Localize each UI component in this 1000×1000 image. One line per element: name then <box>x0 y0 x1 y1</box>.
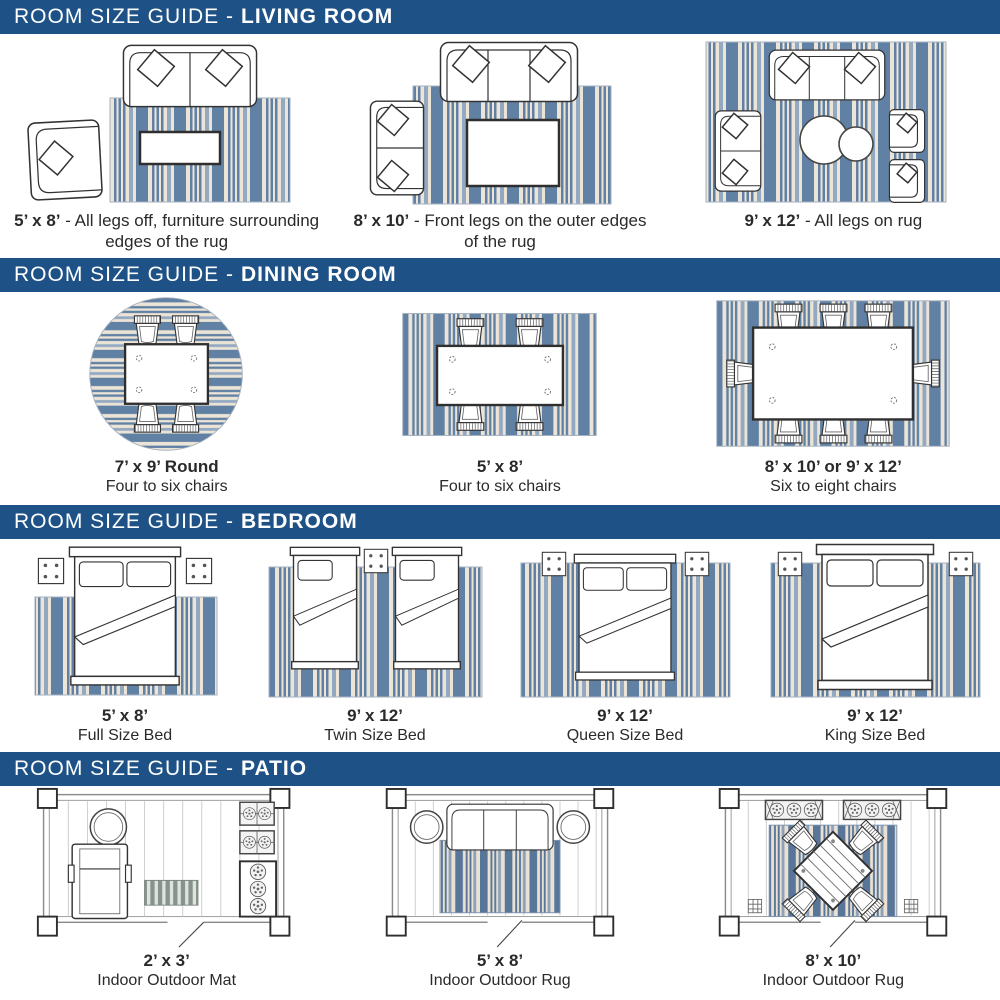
patio-figures <box>0 786 1000 1000</box>
figure-caption <box>744 210 922 231</box>
round-table-icon <box>90 809 126 845</box>
rug-size-label: 5’ x 8’ <box>101 706 149 725</box>
figure-caption <box>825 705 926 746</box>
rug-size-label: 5’ x 8’ <box>476 951 524 970</box>
figure-area <box>333 34 666 210</box>
figure-cell-bedroom-king <box>750 539 1000 752</box>
twin-bed-icon <box>290 547 359 669</box>
outdoor-rug-icon <box>440 840 560 912</box>
door-gap <box>488 918 522 926</box>
section-header-living-room <box>0 0 1000 34</box>
rug-size-label: 8’ x 10’ <box>353 211 410 230</box>
figure-caption <box>106 456 228 497</box>
lounge-chair-icon <box>69 844 132 918</box>
bed-type-description: Twin Size Bed <box>324 727 426 745</box>
armchair-icon <box>890 110 925 153</box>
door-gap <box>168 919 204 927</box>
bed-type-description: Full Size Bed <box>77 727 173 745</box>
dining-5x8-illustration <box>397 302 602 447</box>
rug-type-description: Indoor Outdoor Rug <box>429 972 571 990</box>
figure-area <box>667 292 1000 456</box>
sofa-icon <box>123 45 256 106</box>
bed-type-description: King Size Bed <box>824 727 926 745</box>
rug-size-label: 9’ x 12’ <box>347 706 403 725</box>
bed-type-description: Queen Size Bed <box>566 727 684 745</box>
header-room-name: DINING ROOM <box>241 263 397 286</box>
loveseat-icon <box>716 111 762 191</box>
outdoor-sofa-icon <box>447 804 553 850</box>
round-table-icon <box>839 127 873 161</box>
rug-size-label: 2’ x 3’ <box>143 951 190 970</box>
section-header-bedroom <box>0 505 1000 539</box>
chair-count-description: Four to six chairs <box>439 478 561 496</box>
figure-caption <box>78 705 172 746</box>
figure-caption <box>439 456 561 497</box>
figure-cell-dining-round <box>0 292 333 505</box>
living-9x12-illustration <box>688 36 978 208</box>
rug-type-description: Indoor Outdoor Rug <box>762 972 905 990</box>
figure-cell-patio-8x10 <box>667 786 1000 1000</box>
header-prefix: ROOM SIZE GUIDE - <box>14 510 235 533</box>
armchair-icon <box>27 120 102 201</box>
rug-size-label: 9’ x 12’ <box>744 211 801 230</box>
figure-caption <box>97 950 236 991</box>
figure-area <box>333 292 666 456</box>
coffee-table-icon <box>467 120 559 186</box>
rug-type-description: Indoor Outdoor Mat <box>97 972 237 990</box>
patio-5x8-illustration <box>381 787 619 949</box>
rug-size-label: 8’ x 10’ <box>805 951 862 970</box>
figure-area <box>0 786 333 950</box>
figure-cell-living-5x8 <box>0 34 333 258</box>
planter-box-icon <box>240 802 274 825</box>
twin-bed-icon <box>392 547 461 669</box>
rug-size-label: 9’ x 12’ <box>597 706 653 725</box>
nightstand-icon <box>542 552 565 575</box>
patio-mat-illustration <box>28 787 305 949</box>
nightstand-icon <box>364 549 387 572</box>
figure-caption <box>429 950 570 991</box>
sofa-icon <box>440 43 577 102</box>
figure-area <box>333 786 666 950</box>
section-bedroom <box>0 505 1000 752</box>
dining-table-icon <box>438 345 564 404</box>
figure-cell-bedroom-queen <box>500 539 750 752</box>
section-living-room <box>0 0 1000 258</box>
rug-size-label: 9’ x 12’ <box>847 706 903 725</box>
nightstand-icon <box>38 558 63 583</box>
figure-cell-bedroom-twin <box>250 539 500 752</box>
bedroom-queen-illustration <box>513 541 738 703</box>
dining-table-icon <box>125 344 208 404</box>
dining-room-figures <box>0 292 1000 505</box>
figure-cell-bedroom-full <box>0 539 250 752</box>
queen-bed-icon <box>574 554 675 680</box>
dining-round-illustration <box>85 294 248 454</box>
garden-bed-icon <box>240 861 276 916</box>
nightstand-icon <box>778 552 801 575</box>
living-8x10-illustration <box>355 36 645 208</box>
bedroom-twin-illustration <box>263 541 488 703</box>
header-prefix: ROOM SIZE GUIDE - <box>14 263 235 286</box>
figure-caption <box>763 950 904 991</box>
header-room-name: LIVING ROOM <box>241 5 394 28</box>
placement-description: - All legs off, furniture surrounding edges of the rug <box>65 211 320 252</box>
door-gap <box>821 918 855 926</box>
full-bed-icon <box>69 547 180 685</box>
coffee-table-icon <box>140 132 220 164</box>
figure-caption <box>324 705 425 746</box>
header-prefix: ROOM SIZE GUIDE - <box>14 757 235 780</box>
figure-cell-dining-5x8 <box>333 292 666 505</box>
bedroom-king-illustration <box>763 541 988 703</box>
section-header-patio <box>0 752 1000 786</box>
figure-area <box>667 34 1000 210</box>
figure-caption <box>347 210 652 253</box>
section-header-dining-room <box>0 258 1000 292</box>
placement-description: - All legs on rug <box>804 211 923 230</box>
figure-area <box>0 539 250 705</box>
figure-area <box>0 292 333 456</box>
figure-area <box>750 539 1000 705</box>
placement-description: - Front legs on the outer edges of the rug <box>414 211 647 252</box>
outdoor-mat-icon <box>145 880 198 905</box>
living-room-figures <box>0 34 1000 258</box>
loveseat-icon <box>370 101 423 195</box>
armchair-icon <box>890 160 925 203</box>
figure-area <box>0 34 333 210</box>
figure-area <box>500 539 750 705</box>
bedroom-full-illustration <box>13 541 238 703</box>
figure-cell-dining-8x10 <box>667 292 1000 505</box>
rug-size-label: 7’ x 9’ Round <box>114 457 219 476</box>
section-dining-room <box>0 258 1000 505</box>
dining-table-icon <box>753 328 913 420</box>
planter-box-icon <box>766 800 823 819</box>
bedroom-figures <box>0 539 1000 752</box>
patio-8x10-illustration <box>714 787 952 949</box>
dining-8x10-illustration <box>711 295 955 453</box>
figure-cell-patio-mat <box>0 786 333 1000</box>
figure-cell-living-8x10 <box>333 34 666 258</box>
section-patio <box>0 752 1000 1000</box>
nightstand-icon <box>186 558 211 583</box>
figure-cell-living-9x12 <box>667 34 1000 258</box>
figure-caption <box>567 705 684 746</box>
chair-count-description: Four to six chairs <box>105 478 228 496</box>
planter-box-icon <box>240 831 274 854</box>
rug-size-label: 8’ x 10’ or 9’ x 12’ <box>764 457 902 476</box>
figure-caption <box>765 456 902 497</box>
chair-count-description: Six to eight chairs <box>770 478 897 496</box>
figure-cell-patio-5x8 <box>333 786 666 1000</box>
nightstand-icon <box>949 552 972 575</box>
header-room-name: PATIO <box>241 757 308 780</box>
planter-box-icon <box>844 800 901 819</box>
header-room-name: BEDROOM <box>241 510 358 533</box>
figure-caption <box>14 210 319 253</box>
rug-size-label: 5’ x 8’ <box>476 457 524 476</box>
living-5x8-illustration <box>22 36 312 208</box>
king-bed-icon <box>816 545 933 690</box>
rug-size-label: 5’ x 8’ <box>14 211 61 230</box>
nightstand-icon <box>685 552 708 575</box>
sofa-icon <box>770 50 885 100</box>
figure-area <box>667 786 1000 950</box>
figure-area <box>250 539 500 705</box>
header-prefix: ROOM SIZE GUIDE - <box>14 5 235 28</box>
